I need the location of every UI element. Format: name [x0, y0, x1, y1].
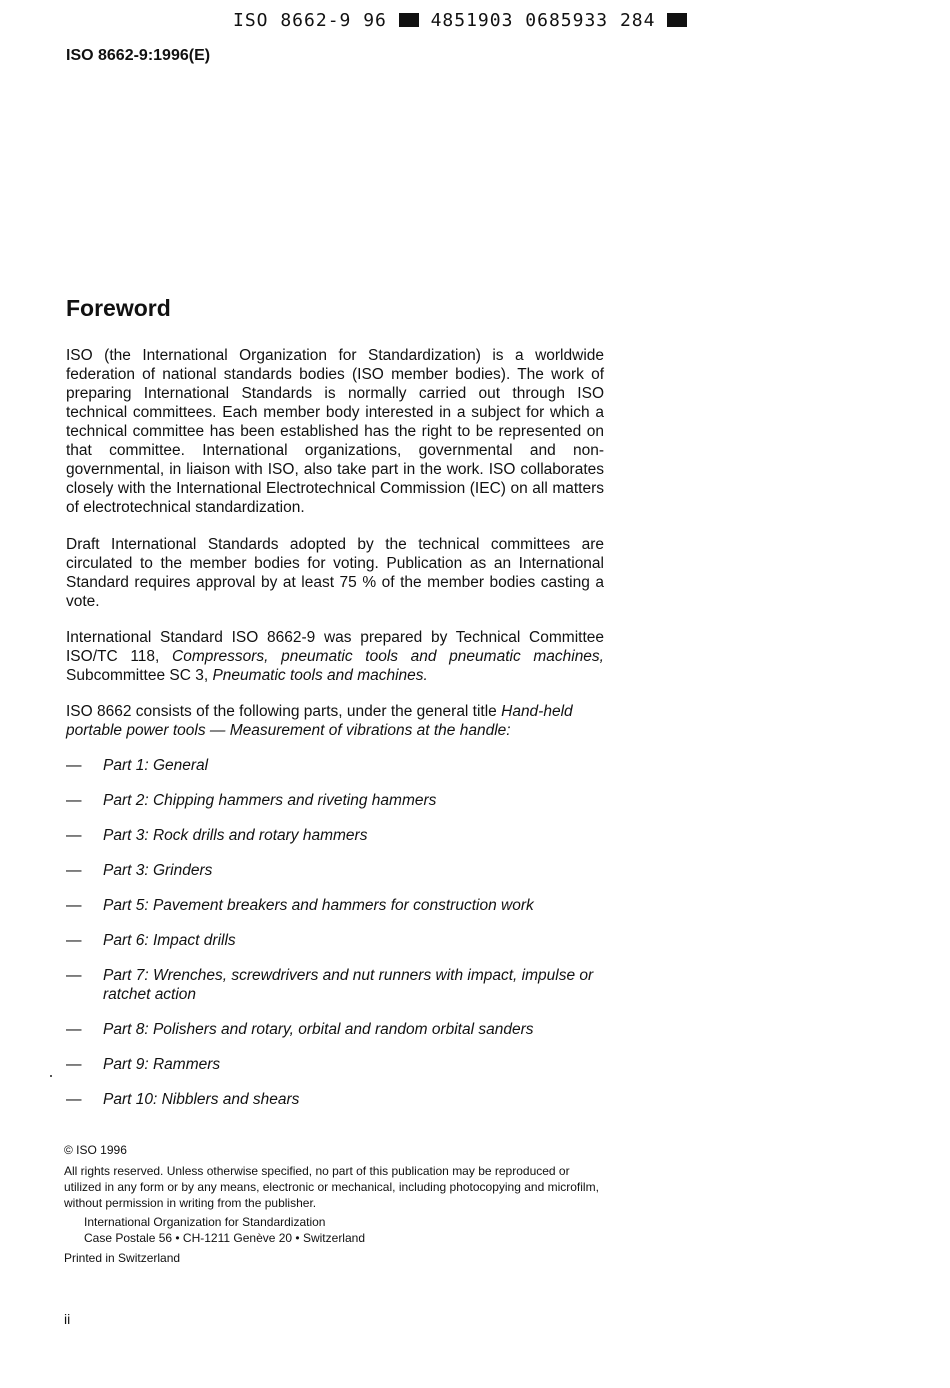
list-dash: — — [66, 967, 82, 984]
part-title: Part 8: Polishers and rotary, orbital and random orbital sanders — [103, 1021, 534, 1038]
p3-text-c: Subcommittee SC 3, — [66, 667, 213, 684]
list-item — [66, 756, 606, 775]
foreword-heading: Foreword — [66, 295, 171, 321]
list-item — [66, 896, 606, 915]
part-title: Part 3: Grinders — [103, 862, 213, 879]
part-title: Part 10: Nibblers and shears — [103, 1091, 300, 1108]
p4-general-title: Hand-held portable power tools — Measurement of vibrations at the handle — [66, 703, 573, 739]
list-item — [66, 826, 606, 845]
list-item — [66, 1090, 606, 1109]
list-dash: — — [66, 862, 82, 879]
organization-name: International Organization for Standardization — [84, 1215, 326, 1229]
rights-statement: All rights reserved. Unless otherwise specified, no part of this publication may be reproduced or utilized in any form or by any means, electronic or mechanical, including photocopying and microfilm, without permission in writing from the publisher. — [64, 1164, 599, 1210]
foreword-paragraph-3 — [66, 628, 604, 685]
foreword-paragraph-4 — [66, 702, 604, 740]
part-title: Part 7: Wrenches, screwdrivers and nut runners with impact, impulse or ratchet action — [103, 967, 594, 1003]
p4-colon: : — [506, 722, 511, 739]
list-dash: — — [66, 1091, 82, 1108]
stamp-number: 4851903 0685933 284 — [430, 10, 656, 31]
list-dash: — — [66, 827, 82, 844]
p3-subcommittee-title: Pneumatic tools and machines. — [212, 667, 428, 684]
list-item — [66, 931, 606, 950]
list-item — [66, 861, 606, 880]
p3-text-a: International Standard ISO 8662-9 was prepared by Technical Committee ISO/TC 118, — [66, 629, 604, 665]
list-dash: — — [66, 757, 82, 774]
foreword-paragraph-2: Draft International Standards adopted by the technical committees are circulated to the member bodies for voting. Publication as an International Standard requires approval by at least 75 % of the member bodies casting a vote. — [66, 536, 604, 610]
list-dash: — — [66, 1056, 82, 1073]
p4-text-a: ISO 8662 consists of the following parts, under the general title — [66, 703, 502, 720]
list-dash: — — [66, 897, 82, 914]
stamp-block-mark — [399, 13, 419, 27]
part-title: Part 1: General — [103, 757, 209, 774]
p3-committee-title: Compressors, pneumatic tools and pneumatic machines, — [172, 648, 604, 665]
list-item — [66, 1055, 606, 1074]
organization-address — [84, 1214, 365, 1246]
list-item — [66, 966, 606, 1004]
page-number: ii — [64, 1311, 71, 1327]
list-item — [66, 1020, 606, 1039]
organization-postal-address: Case Postale 56 • CH-1211 Genève 20 • Switzerland — [84, 1231, 365, 1245]
stamp-block-mark — [667, 13, 687, 27]
scan-speck — [50, 1075, 52, 1077]
part-title: Part 2: Chipping hammers and riveting hammers — [103, 792, 437, 809]
printed-in: Printed in Switzerland — [64, 1251, 181, 1265]
list-dash: — — [66, 792, 82, 809]
list-dash: — — [66, 932, 82, 949]
copyright-notice: © ISO 1996 — [64, 1143, 127, 1157]
part-title: Part 3: Rock drills and rotary hammers — [103, 827, 368, 844]
part-title: Part 6: Impact drills — [103, 932, 236, 949]
list-dash: — — [66, 1021, 82, 1038]
header-stamp — [233, 10, 687, 31]
foreword-paragraph-1: ISO (the International Organization for Standardization) is a worldwide federation of national standards bodies (ISO member bodies). The work of preparing International Standards is normally carried out through ISO technical committees. Each member body interested in a subject for which a technical committee has been established has the right to be represented on that committee. International organizations, governmental and non-governmental, in liaison with ISO, also take part in the work. ISO collaborates closely with the International Electrotechnical Commission (IEC) on all matters of electrotechnical standardization. — [66, 347, 604, 516]
stamp-code: ISO 8662-9 96 — [233, 10, 387, 31]
list-item — [66, 791, 606, 810]
part-title: Part 9: Rammers — [103, 1056, 221, 1073]
document-id: ISO 8662-9:1996(E) — [66, 47, 211, 64]
part-title: Part 5: Pavement breakers and hammers for construction work — [103, 897, 534, 914]
